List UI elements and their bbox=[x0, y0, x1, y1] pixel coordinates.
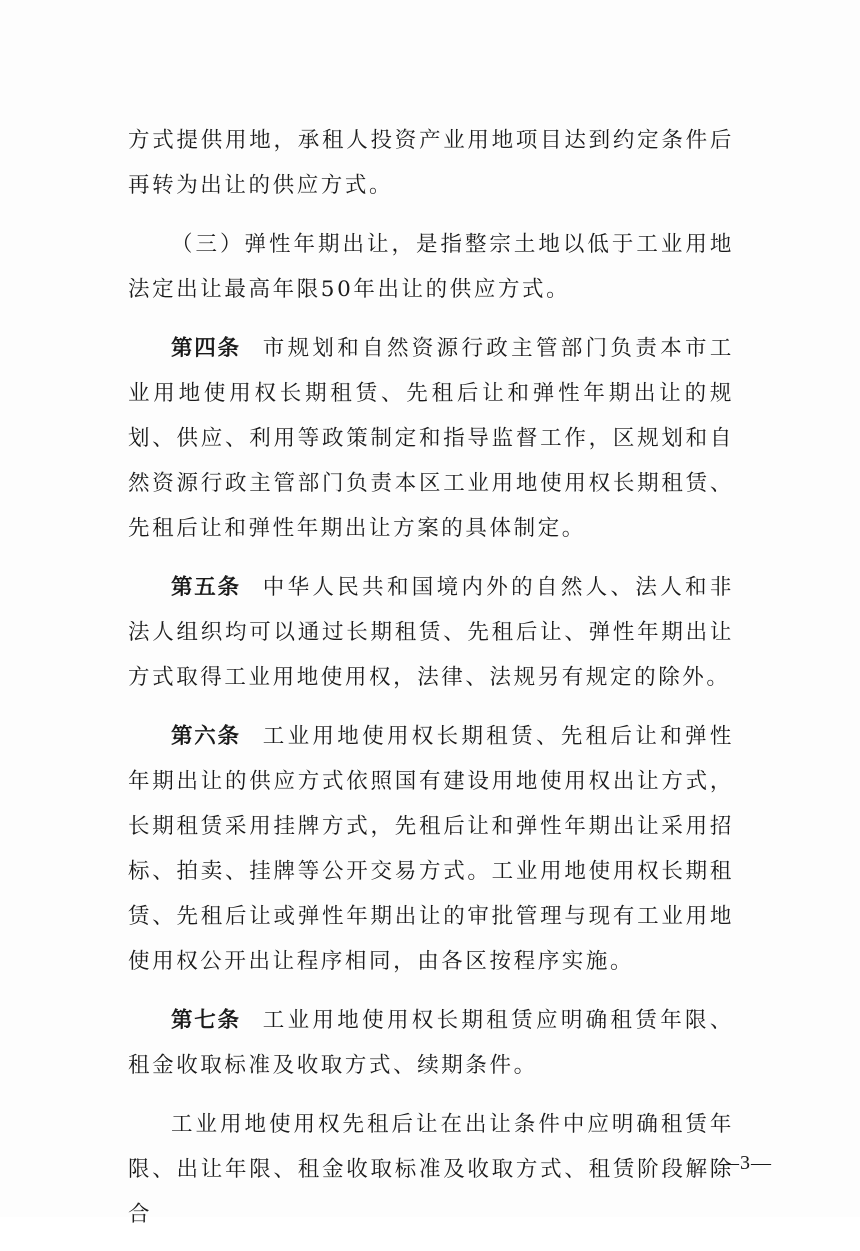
document-body bbox=[128, 118, 734, 1251]
article-heading: 第六条 bbox=[171, 724, 241, 749]
paragraph-text: 市规划和自然资源行政主管部门负责本市工业用地使用权长期租赁、先租后让和弹性年期出让的规划、供应、利用等政策制定和指导监督工作，区规划和自然资源行政主管部门负责本区工业用地使用权长期租赁、先租后让和弹性年期出让方案的具体制定。 bbox=[128, 336, 734, 541]
page-number: —3— bbox=[719, 1152, 772, 1174]
paragraph-text: 中华人民共和国境内外的自然人、法人和非法人组织均可以通过长期租赁、先租后让、弹性年期出让方式取得工业用地使用权，法律、法规另有规定的除外。 bbox=[128, 575, 734, 690]
article-6 bbox=[128, 714, 734, 984]
article-7 bbox=[128, 998, 734, 1088]
article-heading: 第四条 bbox=[171, 336, 241, 361]
article-4 bbox=[128, 326, 734, 551]
paragraph-2 bbox=[128, 222, 734, 312]
paragraph-text: 方式提供用地，承租人投资产业用地项目达到约定条件后再转为出让的供应方式。 bbox=[128, 128, 734, 198]
paragraph-1 bbox=[128, 118, 734, 208]
paragraph-text: 工业用地使用权先租后让在出让条件中应明确租赁年限、出让年限、租金收取标准及收取方式、租赁阶段解除合 bbox=[128, 1112, 734, 1227]
article-heading: 第五条 bbox=[171, 575, 241, 600]
paragraph-text: 工业用地使用权长期租赁应明确租赁年限、租金收取标准及收取方式、续期条件。 bbox=[128, 1008, 734, 1078]
paragraph-text: （三）弹性年期出让，是指整宗土地以低于工业用地法定出让最高年限50年出让的供应方式。 bbox=[128, 232, 734, 302]
paragraph-text: 工业用地使用权长期租赁、先租后让和弹性年期出让的供应方式依照国有建设用地使用权出让方式，长期租赁采用挂牌方式，先租后让和弹性年期出让采用招标、拍卖、挂牌等公开交易方式。工业用地使用权长期租赁、先租后让或弹性年期出让的审批管理与现有工业用地使用权公开出让程序相同，由各区按程序实施。 bbox=[128, 724, 734, 974]
article-heading: 第七条 bbox=[171, 1008, 241, 1033]
article-5 bbox=[128, 565, 734, 700]
